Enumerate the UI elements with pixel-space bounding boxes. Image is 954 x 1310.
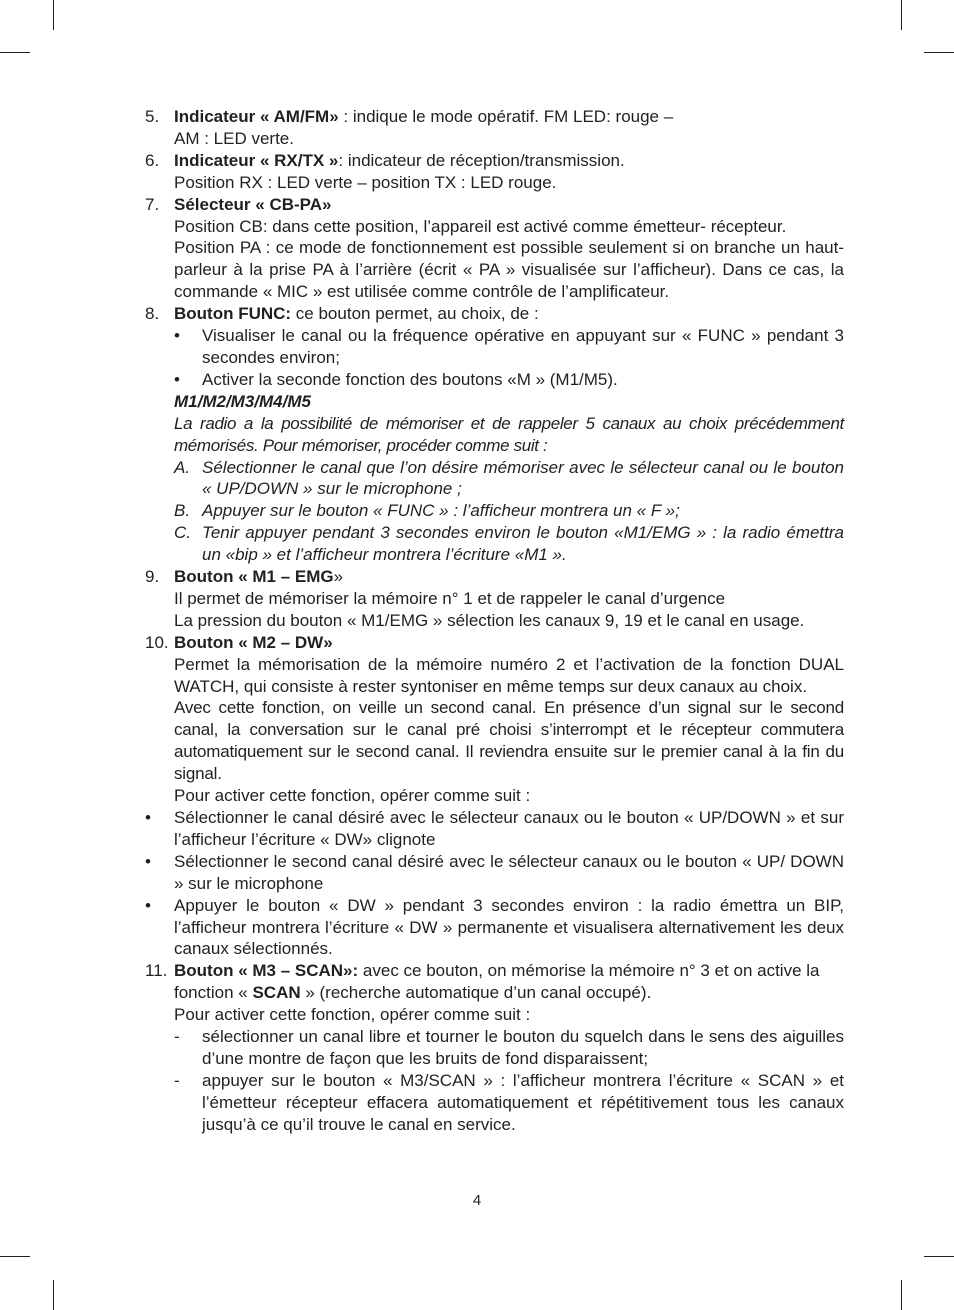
bullet-marker: •	[145, 895, 151, 915]
item-text: » (recherche automatique d’un canal occupé).	[300, 983, 652, 1003]
item-title: Bouton « M2 – DW»	[174, 632, 333, 652]
step-text: Tenir appuyer pendant 3 secondes environ le bouton «M1/EMG » : la radio émettra un «bip » et l’afficheur montrera l’écriture «M1 ».	[202, 523, 844, 565]
item-number: 6.	[145, 150, 160, 170]
item-number: 10.	[145, 632, 169, 652]
item-title: Bouton FUNC:	[174, 304, 292, 324]
item-7	[145, 194, 844, 304]
subsection-title: M1/M2/M3/M4/M5	[174, 391, 311, 411]
subsection-text: La radio a la possibilité de mémoriser et de rappeler 5 canaux au choix précédemment mémorisés. Pour mémoriser, procéder comme suit :	[174, 413, 844, 455]
step-marker: B.	[174, 501, 191, 521]
item-10	[145, 632, 844, 807]
step-item	[174, 522, 844, 566]
item-title: Indicateur « RX/TX »	[174, 150, 339, 170]
step-marker: C.	[174, 523, 191, 543]
crop-mark	[924, 52, 954, 53]
item-text: ce bouton permet, au choix, de :	[291, 304, 539, 324]
bullet-text: Sélectionner le canal désiré avec le sélecteur canaux ou le bouton « UP/DOWN » et sur l’afficheur l’écriture « DW» clignote	[174, 808, 844, 849]
bullet-marker: •	[174, 326, 180, 346]
step-text: Appuyer sur le bouton « FUNC » : l’afficheur montrera un « F »;	[202, 501, 680, 521]
bullet-text: Appuyer le bouton « DW » pendant 3 secondes environ : la radio émettra un BIP, l’afficheur montrera l’écriture « DW » permanente et visualisera alternativement les deux canaux sélectionnés.	[174, 895, 844, 959]
scan-keyword: SCAN	[252, 983, 301, 1003]
item-title-end: »	[333, 567, 344, 587]
step-item	[174, 500, 844, 522]
item-title: Sélecteur « CB-PA»	[174, 194, 332, 214]
bullet-item	[174, 369, 844, 391]
dash-item	[174, 1026, 844, 1070]
dash-item	[174, 1070, 844, 1136]
item-text: Pour activer cette fonction, opérer comme suit :	[174, 1005, 531, 1025]
crop-mark	[901, 0, 902, 30]
item-title: Bouton « M3 – SCAN»:	[174, 961, 359, 981]
item-9	[145, 566, 844, 632]
document-body	[145, 106, 844, 1136]
crop-mark	[901, 1280, 902, 1310]
item-number: 7.	[145, 194, 160, 214]
item-number: 8.	[145, 304, 160, 324]
item-title: Indicateur « AM/FM»	[174, 107, 339, 126]
bullet-marker: •	[145, 851, 151, 871]
dash-marker: -	[174, 1027, 180, 1047]
bullet-item	[145, 895, 844, 961]
item-text: Permet la mémorisation de la mémoire numéro 2 et l’activation de la fonction DUAL WATCH, qui consiste à rester syntoniser en même temps sur deux canaux au choix.	[174, 654, 844, 696]
dash-marker: -	[174, 1070, 180, 1090]
item-8	[145, 303, 844, 566]
bullet-marker: •	[145, 808, 151, 827]
item-text: : indicateur de réception/transmission.	[338, 150, 625, 170]
crop-mark	[0, 1256, 30, 1257]
item-number: 5.	[145, 107, 160, 126]
page-number: 4	[472, 1192, 482, 1209]
crop-mark	[53, 1280, 54, 1310]
step-item	[174, 457, 844, 501]
item-text: La pression du bouton « M1/EMG » sélection les canaux 9, 19 et le canal en usage.	[174, 610, 805, 630]
bullet-item	[145, 851, 844, 895]
dash-text: appuyer sur le bouton « M3/SCAN » : l’afficheur montrera l’écriture « SCAN » et l’émetteur récepteur effacera automatiquement et répétitivement tous les canaux jusqu’à ce qu’il trouve le canal en service.	[202, 1070, 844, 1134]
item-text: Position CB: dans cette position, l’appareil est activé comme émetteur- récepteur.	[174, 216, 787, 236]
bullet-marker: •	[174, 369, 180, 389]
bullet-text: Visualiser le canal ou la fréquence opérative en appuyant sur « FUNC » pendant 3 secondes environ;	[202, 326, 844, 367]
item-text: Avec cette fonction, on veille un second canal. En présence d’un signal sur le second canal, la conversation sur le canal pré choisi s’interrompt et le récepteur commutera automatiquement sur le second canal. Il reviendra ensuite sur le premier canal à la fin du signal.	[174, 698, 844, 784]
bullet-item	[145, 807, 844, 851]
dash-text: sélectionner un canal libre et tourner le bouton du squelch dans le sens des aiguilles d’une montre de façon que les bruits de fond disparaissent;	[202, 1027, 844, 1068]
step-text: Sélectionner le canal que l’on désire mémoriser avec le sélecteur canal ou le bouton « UP/DOWN » sur le microphone ;	[202, 457, 844, 499]
crop-mark	[53, 0, 54, 30]
item-text: Position RX : LED verte – position TX : LED rouge.	[174, 172, 557, 192]
item-6	[145, 150, 844, 194]
bullet-item	[174, 325, 844, 369]
step-marker: A.	[174, 457, 191, 477]
item-text: AM : LED verte.	[174, 128, 294, 148]
item-text: : indique le mode opératif. FM LED: rouge –	[338, 107, 674, 126]
item-text: avec ce bouton, on mémorise la mémoire n° 3 et on active la fonction «	[174, 961, 820, 1003]
item-number: 11.	[145, 961, 168, 981]
item-title: Bouton « M1 – EMG	[174, 567, 334, 587]
item-text: Pour activer cette fonction, opérer comme suit :	[174, 786, 531, 806]
bullet-text: Activer la seconde fonction des boutons «M » (M1/M5).	[202, 369, 618, 389]
crop-mark	[924, 1256, 954, 1257]
item-11	[145, 960, 844, 1135]
item-number: 9.	[145, 567, 160, 587]
crop-mark	[0, 52, 30, 53]
bullet-text: Sélectionner le second canal désiré avec le sélecteur canaux ou le bouton « UP/ DOWN » sur le microphone	[174, 851, 844, 893]
item-text: Position PA : ce mode de fonctionnement est possible seulement si on branche un haut-parleur à la prise PA à l’arrière (écrit « PA » visualisée sur l’afficheur). Dans ce cas, la commande « MIC » est utilisée comme contrôle de l’amplificateur.	[174, 238, 844, 302]
item-text: Il permet de mémoriser la mémoire n° 1 et de rappeler le canal d’urgence	[174, 588, 726, 608]
item-5	[145, 106, 844, 150]
